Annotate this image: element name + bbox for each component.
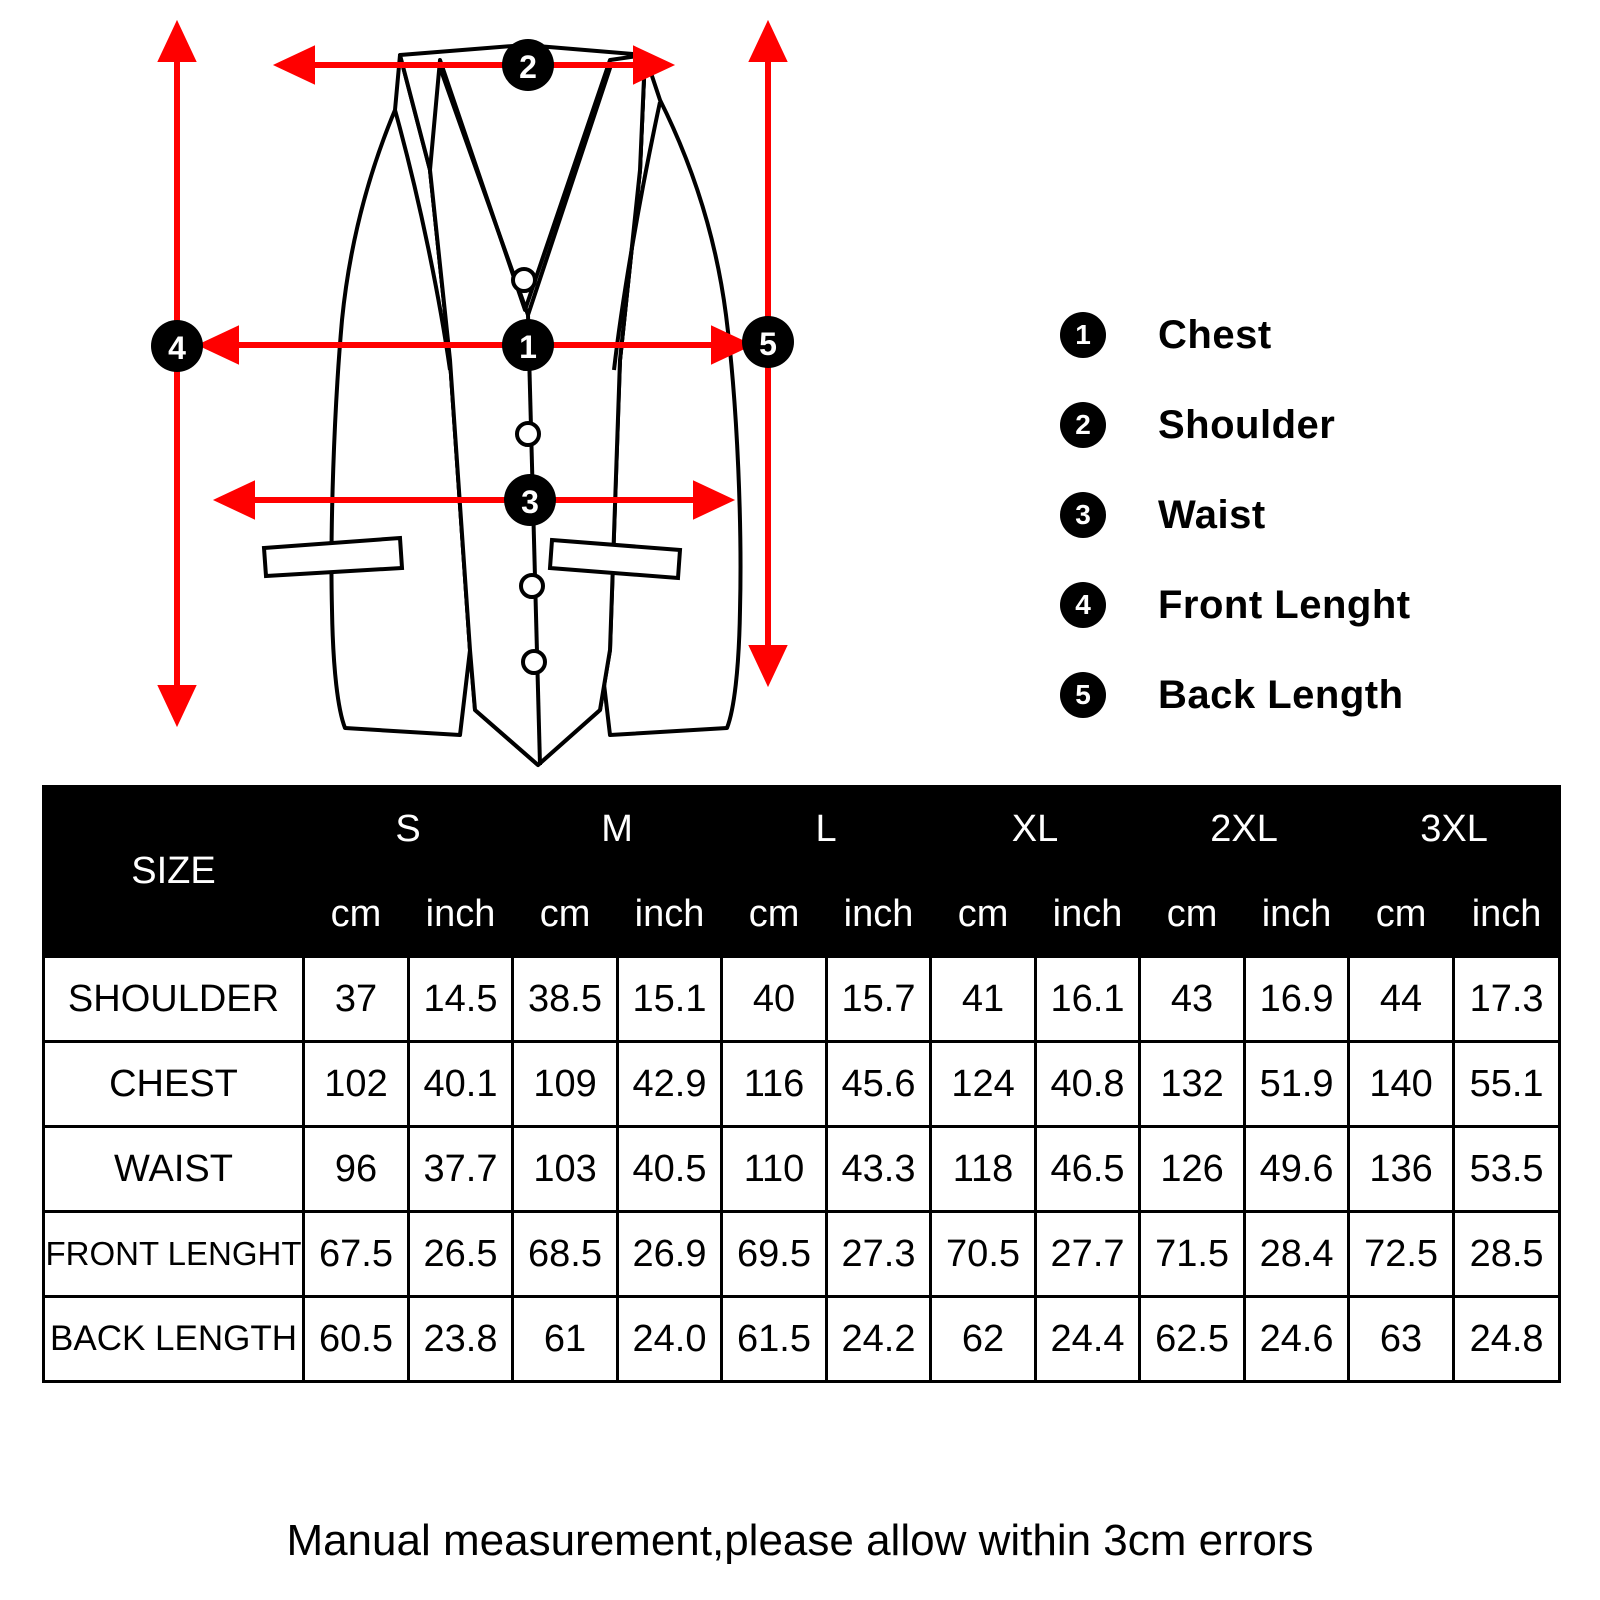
table-row bbox=[44, 1127, 1560, 1212]
table-row bbox=[44, 1042, 1560, 1127]
table-row bbox=[44, 1297, 1560, 1382]
unit-cm: cm bbox=[931, 872, 1036, 957]
cell-waist-2xl-cm: 126 bbox=[1140, 1127, 1245, 1212]
header-size-label: SIZE bbox=[44, 787, 304, 957]
vest-button bbox=[523, 651, 545, 673]
legend-badge-1: 1 bbox=[1060, 312, 1106, 358]
legend-label-back-length: Back Length bbox=[1158, 672, 1404, 717]
cell-backlength-l-inch: 24.2 bbox=[827, 1297, 931, 1382]
svg-text:4: 4 bbox=[168, 330, 186, 366]
row-label-chest: CHEST bbox=[44, 1042, 304, 1127]
measurement-diagram bbox=[0, 0, 1600, 780]
unit-cm: cm bbox=[722, 872, 827, 957]
unit-inch: inch bbox=[1454, 872, 1560, 957]
cell-shoulder-2xl-cm: 43 bbox=[1140, 957, 1245, 1042]
legend-label-waist: Waist bbox=[1158, 492, 1266, 537]
arrow-head bbox=[204, 330, 236, 360]
cell-shoulder-2xl-inch: 16.9 bbox=[1245, 957, 1349, 1042]
unit-inch: inch bbox=[618, 872, 722, 957]
header-size-m: M bbox=[513, 787, 722, 872]
cell-waist-m-cm: 103 bbox=[513, 1127, 618, 1212]
diagram-badge-1 bbox=[502, 319, 554, 371]
cell-chest-l-inch: 45.6 bbox=[827, 1042, 931, 1127]
row-label-waist: WAIST bbox=[44, 1127, 304, 1212]
left-pocket bbox=[264, 538, 402, 576]
cell-shoulder-3xl-inch: 17.3 bbox=[1454, 957, 1560, 1042]
legend bbox=[1060, 290, 1560, 740]
cell-shoulder-s-cm: 37 bbox=[304, 957, 409, 1042]
cell-shoulder-xl-cm: 41 bbox=[931, 957, 1036, 1042]
cell-chest-m-inch: 42.9 bbox=[618, 1042, 722, 1127]
cell-waist-s-cm: 96 bbox=[304, 1127, 409, 1212]
cell-shoulder-xl-inch: 16.1 bbox=[1036, 957, 1140, 1042]
diagram-badge-3 bbox=[504, 474, 556, 526]
cell-shoulder-l-cm: 40 bbox=[722, 957, 827, 1042]
cell-backlength-s-inch: 23.8 bbox=[409, 1297, 513, 1382]
arrow-head bbox=[220, 485, 252, 515]
cell-shoulder-m-cm: 38.5 bbox=[513, 957, 618, 1042]
cell-frontlength-m-inch: 26.9 bbox=[618, 1212, 722, 1297]
vest-button bbox=[521, 575, 543, 597]
legend-item-front-length bbox=[1060, 560, 1560, 650]
svg-text:2: 2 bbox=[519, 49, 537, 85]
legend-badge-3: 3 bbox=[1060, 492, 1106, 538]
cell-waist-l-cm: 110 bbox=[722, 1127, 827, 1212]
cell-waist-xl-cm: 118 bbox=[931, 1127, 1036, 1212]
cell-frontlength-l-cm: 69.5 bbox=[722, 1212, 827, 1297]
cell-waist-xl-inch: 46.5 bbox=[1036, 1127, 1140, 1212]
cell-frontlength-xl-inch: 27.7 bbox=[1036, 1212, 1140, 1297]
size-table bbox=[42, 785, 1561, 1383]
cell-frontlength-xl-cm: 70.5 bbox=[931, 1212, 1036, 1297]
cell-chest-xl-cm: 124 bbox=[931, 1042, 1036, 1127]
unit-inch: inch bbox=[1245, 872, 1349, 957]
legend-label-shoulder: Shoulder bbox=[1158, 402, 1336, 447]
arrow-head bbox=[636, 50, 668, 80]
diagram-badge-4 bbox=[151, 320, 203, 372]
unit-cm: cm bbox=[513, 872, 618, 957]
cell-backlength-2xl-cm: 62.5 bbox=[1140, 1297, 1245, 1382]
cell-shoulder-s-inch: 14.5 bbox=[409, 957, 513, 1042]
vest-button bbox=[517, 423, 539, 445]
unit-inch: inch bbox=[1036, 872, 1140, 957]
arrow-head bbox=[162, 688, 192, 720]
arrow-head bbox=[162, 27, 192, 59]
cell-frontlength-2xl-cm: 71.5 bbox=[1140, 1212, 1245, 1297]
unit-inch: inch bbox=[409, 872, 513, 957]
cell-backlength-xl-cm: 62 bbox=[931, 1297, 1036, 1382]
cell-frontlength-m-cm: 68.5 bbox=[513, 1212, 618, 1297]
cell-backlength-m-cm: 61 bbox=[513, 1297, 618, 1382]
cell-waist-2xl-inch: 49.6 bbox=[1245, 1127, 1349, 1212]
header-size-xl: XL bbox=[931, 787, 1140, 872]
cell-frontlength-s-cm: 67.5 bbox=[304, 1212, 409, 1297]
legend-item-back-length bbox=[1060, 650, 1560, 740]
cell-waist-s-inch: 37.7 bbox=[409, 1127, 513, 1212]
legend-item-shoulder bbox=[1060, 380, 1560, 470]
cell-backlength-xl-inch: 24.4 bbox=[1036, 1297, 1140, 1382]
header-size-3xl: 3XL bbox=[1349, 787, 1560, 872]
cell-shoulder-m-inch: 15.1 bbox=[618, 957, 722, 1042]
cell-waist-3xl-cm: 136 bbox=[1349, 1127, 1454, 1212]
table-header-sizes bbox=[44, 787, 1560, 872]
cell-frontlength-3xl-inch: 28.5 bbox=[1454, 1212, 1560, 1297]
cell-chest-2xl-inch: 51.9 bbox=[1245, 1042, 1349, 1127]
cell-chest-s-cm: 102 bbox=[304, 1042, 409, 1127]
legend-badge-2: 2 bbox=[1060, 402, 1106, 448]
unit-cm: cm bbox=[1140, 872, 1245, 957]
cell-chest-m-cm: 109 bbox=[513, 1042, 618, 1127]
svg-text:3: 3 bbox=[521, 484, 539, 520]
arrow-head bbox=[714, 330, 746, 360]
cell-frontlength-3xl-cm: 72.5 bbox=[1349, 1212, 1454, 1297]
cell-backlength-3xl-cm: 63 bbox=[1349, 1297, 1454, 1382]
table-row bbox=[44, 1212, 1560, 1297]
cell-chest-xl-inch: 40.8 bbox=[1036, 1042, 1140, 1127]
cell-frontlength-s-inch: 26.5 bbox=[409, 1212, 513, 1297]
vest-illustration bbox=[120, 10, 1000, 770]
header-size-2xl: 2XL bbox=[1140, 787, 1349, 872]
cell-chest-l-cm: 116 bbox=[722, 1042, 827, 1127]
cell-waist-3xl-inch: 53.5 bbox=[1454, 1127, 1560, 1212]
unit-cm: cm bbox=[1349, 872, 1454, 957]
cell-chest-3xl-cm: 140 bbox=[1349, 1042, 1454, 1127]
vest-button bbox=[513, 269, 535, 291]
cell-chest-s-inch: 40.1 bbox=[409, 1042, 513, 1127]
cell-waist-m-inch: 40.5 bbox=[618, 1127, 722, 1212]
arrow-head bbox=[753, 648, 783, 680]
legend-badge-5: 5 bbox=[1060, 672, 1106, 718]
cell-chest-3xl-inch: 55.1 bbox=[1454, 1042, 1560, 1127]
cell-backlength-l-cm: 61.5 bbox=[722, 1297, 827, 1382]
diagram-badge-2 bbox=[502, 39, 554, 91]
unit-cm: cm bbox=[304, 872, 409, 957]
cell-backlength-2xl-inch: 24.6 bbox=[1245, 1297, 1349, 1382]
cell-shoulder-3xl-cm: 44 bbox=[1349, 957, 1454, 1042]
measurement-note: Manual measurement,please allow within 3cm errors bbox=[286, 1516, 1314, 1565]
header-size-l: L bbox=[722, 787, 931, 872]
legend-item-chest bbox=[1060, 290, 1560, 380]
legend-label-chest: Chest bbox=[1158, 312, 1272, 357]
legend-label-front-length: Front Lenght bbox=[1158, 582, 1411, 627]
cell-frontlength-l-inch: 27.3 bbox=[827, 1212, 931, 1297]
table-row bbox=[44, 957, 1560, 1042]
cell-frontlength-2xl-inch: 28.4 bbox=[1245, 1212, 1349, 1297]
unit-inch: inch bbox=[827, 872, 931, 957]
header-size-s: S bbox=[304, 787, 513, 872]
legend-item-waist bbox=[1060, 470, 1560, 560]
svg-text:1: 1 bbox=[519, 329, 537, 365]
size-chart bbox=[42, 785, 1558, 1383]
svg-text:5: 5 bbox=[759, 326, 777, 362]
arrow-head bbox=[280, 50, 312, 80]
row-label-back-length: BACK LENGTH bbox=[44, 1297, 304, 1382]
arrow-head bbox=[753, 27, 783, 59]
diagram-badge-5 bbox=[742, 316, 794, 368]
cell-shoulder-l-inch: 15.7 bbox=[827, 957, 931, 1042]
cell-chest-2xl-cm: 132 bbox=[1140, 1042, 1245, 1127]
cell-backlength-s-cm: 60.5 bbox=[304, 1297, 409, 1382]
cell-waist-l-inch: 43.3 bbox=[827, 1127, 931, 1212]
legend-badge-4: 4 bbox=[1060, 582, 1106, 628]
row-label-front-lenght: FRONT LENGHT bbox=[44, 1212, 304, 1297]
row-label-shoulder: SHOULDER bbox=[44, 957, 304, 1042]
cell-backlength-3xl-inch: 24.8 bbox=[1454, 1297, 1560, 1382]
cell-backlength-m-inch: 24.0 bbox=[618, 1297, 722, 1382]
